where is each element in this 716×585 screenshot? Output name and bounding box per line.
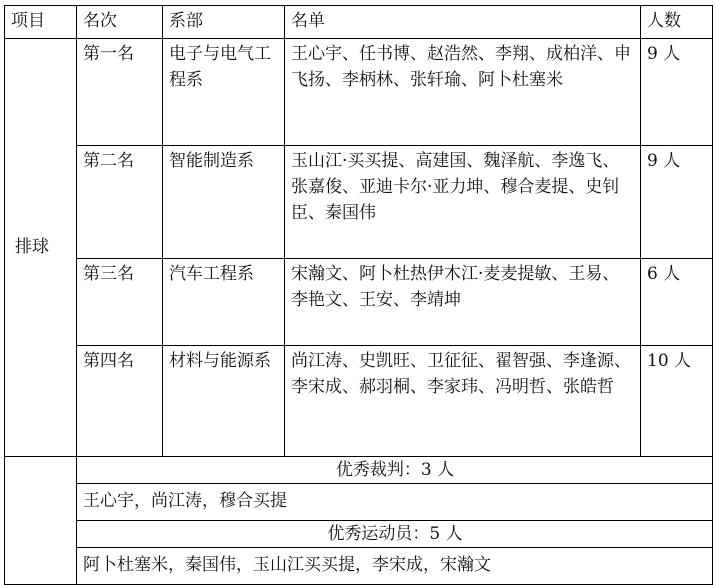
header-project: 项目 [5,6,77,39]
referees-names: 王心宇，尚江涛，穆合买提 [77,484,713,521]
names-cell: 王心宇、任书博、赵浩然、李翔、成柏洋、申飞扬、李柄林、张轩瑜、阿卜杜塞米 [285,39,641,146]
rank-cell: 第三名 [77,259,163,346]
table-row [5,346,713,457]
header-row [5,6,713,39]
count-cell: 6 人 [641,259,713,346]
count-cell: 9 人 [641,39,713,146]
names-cell: 宋瀚文、阿卜杜热伊木江·麦麦提敏、王易、李艳文、王安、李靖坤 [285,259,641,346]
rank-cell: 第二名 [77,146,163,259]
header-names: 名单 [285,6,641,39]
awards-table [4,5,713,585]
count-cell: 10 人 [641,346,713,457]
table-row [5,146,713,259]
athletes-title-row [5,521,713,548]
athletes-title: 优秀运动员：5 人 [77,521,713,548]
table-row [5,39,713,146]
department-cell: 智能制造系 [163,146,285,259]
athletes-names-row [5,548,713,585]
referees-names-row [5,484,713,521]
table-row [5,259,713,346]
count-cell: 9 人 [641,146,713,259]
referees-title: 优秀裁判：3 人 [77,457,713,484]
rank-cell: 第一名 [77,39,163,146]
department-cell: 电子与电气工程系 [163,39,285,146]
header-department: 系部 [163,6,285,39]
department-cell: 汽车工程系 [163,259,285,346]
header-rank: 名次 [77,6,163,39]
sport-cell: 排球 [5,39,77,457]
names-cell: 尚江涛、史凯旺、卫征征、翟智强、李逢源、李宋成、郝羽桐、李家玮、冯明哲、张皓哲 [285,346,641,457]
header-count: 人数 [641,6,713,39]
rank-cell: 第四名 [77,346,163,457]
athletes-names: 阿卜杜塞米，秦国伟，玉山江买买提，李宋成，宋瀚文 [77,548,713,585]
department-cell: 材料与能源系 [163,346,285,457]
referees-title-row [5,457,713,484]
names-cell: 玉山江·买买提、高建国、魏泽航、李逸飞、张嘉俊、亚迪卡尔·亚力坤、穆合麦提、史钊臣、秦国伟 [285,146,641,259]
